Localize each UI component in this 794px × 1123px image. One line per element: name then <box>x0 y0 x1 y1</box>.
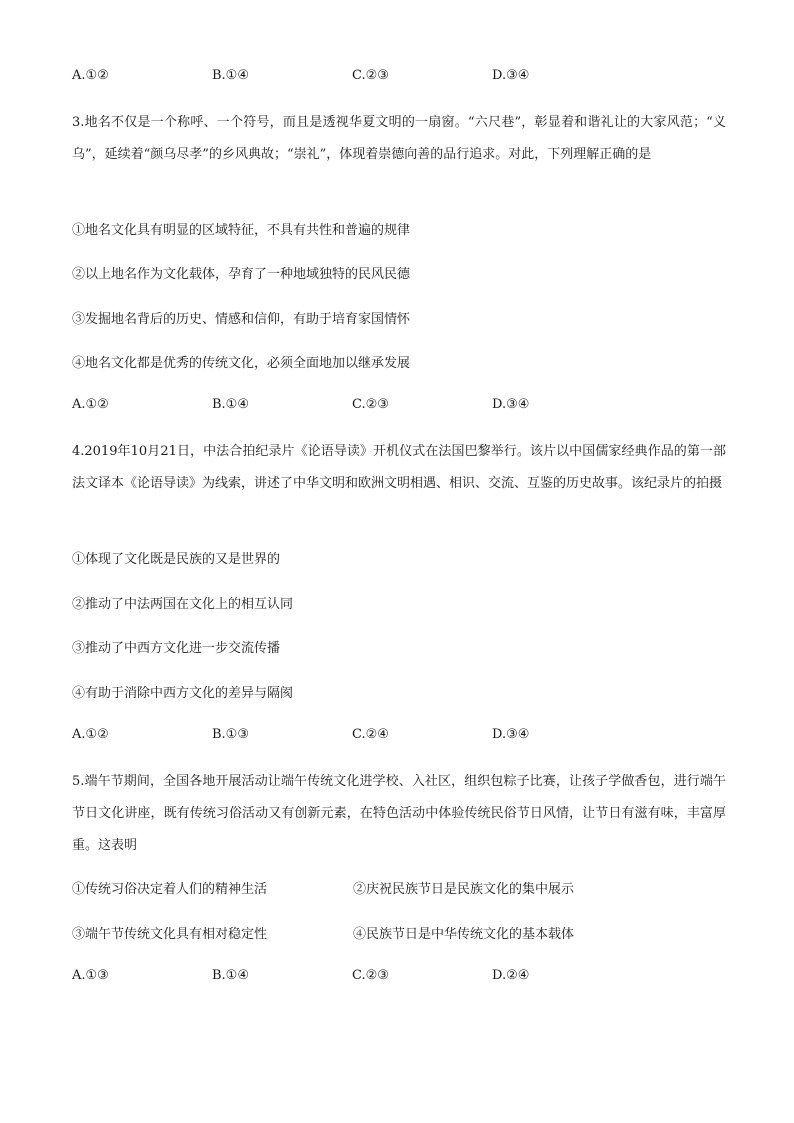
q5-item-4: ④民族节日是中华传统文化的基本载体 <box>353 927 575 942</box>
q3-option-d[interactable]: D.③④ <box>492 397 530 412</box>
q5-options <box>72 968 722 986</box>
q4-stem: 4.2019年10月21日，中法合拍纪录片《论语导读》开机仪式在法国巴黎举行。该片以中国儒家经典作品的第一部法文译本《论语导读》为线索，讲述了中华文明和欧洲文明相遇、相识、交流、互鉴的历史故事。该纪录片的拍摄 <box>72 444 726 491</box>
q5-item-3: ③端午节传统文化具有相对稳定性 <box>72 927 268 942</box>
q5-option-a[interactable]: A.①③ <box>72 968 109 983</box>
q4-item-3: ③推动了中西方文化进一步交流传播 <box>72 641 281 656</box>
q5-stem: 5.端午节期间，全国各地开展活动让端午传统文化进学校、入社区，组织包粽子比赛，让孩子学做香包，进行端午节日文化讲座，既有传统习俗活动又有创新元素，在特色活动中体验传统民俗节日风情，让节日有滋有味，丰富厚重。这表明 <box>72 774 726 853</box>
q4-option-d[interactable]: D.③④ <box>492 727 530 742</box>
q5-option-c[interactable]: C.②③ <box>352 968 389 983</box>
q4-item-4: ④有助于消除中西方文化的差异与隔阂 <box>72 686 294 701</box>
q3-options <box>72 397 722 415</box>
q3-item-3: ③发掘地名背后的历史、情感和信仰，有助于培育家国情怀 <box>72 312 411 327</box>
q4-option-c[interactable]: C.②④ <box>352 727 389 742</box>
q4-item-2: ②推动了中法两国在文化上的相互认同 <box>72 597 294 612</box>
q4-option-b[interactable]: B.①③ <box>212 727 249 742</box>
q3-item-1: ①地名文化具有明显的区域特征，不具有共性和普遍的规律 <box>72 223 411 238</box>
q4-item-1: ①体现了文化既是民族的又是世界的 <box>72 552 281 567</box>
q5-items-row-1 <box>72 878 726 896</box>
q3-item-2: ②以上地名作为文化载体，孕育了一种地域独特的民风民德 <box>72 267 411 282</box>
q5-option-d[interactable]: D.②④ <box>492 968 530 983</box>
q5-option-b[interactable]: B.①④ <box>212 968 249 983</box>
q5-items-row-2 <box>72 923 726 941</box>
q2-option-b[interactable]: B.①④ <box>212 68 249 83</box>
q3-option-b[interactable]: B.①④ <box>212 397 249 412</box>
q3-item-4: ④地名文化都是优秀的传统文化，必须全面地加以继承发展 <box>72 356 411 371</box>
q2-option-a[interactable]: A.①② <box>72 68 109 83</box>
q2-option-d[interactable]: D.③④ <box>492 68 530 83</box>
q2-option-c[interactable]: C.②③ <box>352 68 389 83</box>
q2-options <box>72 68 722 86</box>
q3-stem: 3.地名不仅是一个称呼、一个符号，而且是透视华夏文明的一扇窗。“六尺巷”，彰显着和谐礼让的大家风范；“义乌”，延续着“颜乌尽孝”的乡风典故；“崇礼”，体现着崇德向善的品行追求。对此，下列理解正确的是 <box>72 115 726 162</box>
q5-item-2: ②庆祝民族节日是民族文化的集中展示 <box>353 882 575 897</box>
q3-option-a[interactable]: A.①② <box>72 397 109 412</box>
q5-item-1: ①传统习俗决定着人们的精神生活 <box>72 882 268 897</box>
q4-options <box>72 727 722 745</box>
q3-option-c[interactable]: C.②③ <box>352 397 389 412</box>
q4-option-a[interactable]: A.①② <box>72 727 109 742</box>
